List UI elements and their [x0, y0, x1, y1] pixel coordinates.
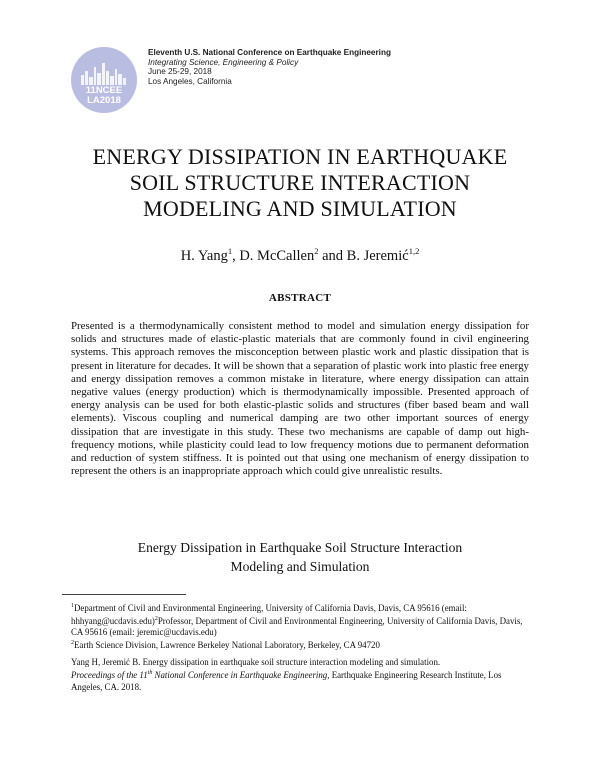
- footnote-text: Professor, Department of Civil and Environmental Engineering, University of California Davis, Davis, CA 95616 (email: jeremic@ucdavis.edu): [71, 616, 523, 638]
- abstract-heading: ABSTRACT: [268, 292, 332, 304]
- conference-dates: June 25-29, 2018: [148, 67, 212, 77]
- citation-ordinal: th: [147, 670, 153, 677]
- title-line: ENERGY DISSIPATION IN EARTHQUAKE: [92, 144, 508, 169]
- footnote-mark: 1: [71, 603, 74, 609]
- citation-line: Yang H, Jeremić B. Energy dissipation in earthquake soil structure interaction modeling and simulation.: [71, 657, 441, 667]
- citation-journal-rest: National Conference in Earthquake Engineering: [152, 670, 328, 681]
- author-name: D. McCallen: [239, 247, 315, 264]
- conference-info: [148, 48, 408, 86]
- paper-subtitle: [60, 538, 540, 576]
- footnote-3: [71, 638, 533, 651]
- conference-name: Eleventh U.S. National Conference on Earthquake Engineering: [148, 48, 391, 57]
- footnote-text: Earth Science Division, Lawrence Berkeley National Laboratory, Berkeley, CA 94720: [74, 640, 380, 651]
- author-name: B. Jeremić: [346, 247, 409, 264]
- author-name: H. Yang: [180, 247, 228, 264]
- footnote-mark: 2: [154, 616, 158, 623]
- logo-text-la: LA2018: [87, 95, 121, 106]
- author-list: [0, 246, 600, 265]
- footnote-1-2: [71, 601, 533, 638]
- subtitle-line: Energy Dissipation in Earthquake Soil Structure Interaction: [137, 540, 463, 555]
- citation-publisher: , Earthquake Engineering Research Institute, Los Angeles, CA. 2018.: [71, 670, 502, 692]
- footnotes: [71, 601, 533, 651]
- conference-logo: [71, 47, 137, 113]
- footnote-text: Department of Civil and Environmental Engineering, University of California Davis, Davis, CA 95616 (email: hhhyang@ucdavis.edu): [71, 602, 467, 627]
- author-separator: and: [318, 247, 347, 264]
- citation-journal: Proceedings of the 11: [71, 670, 148, 681]
- footnote-divider: [62, 594, 186, 595]
- author-affiliation-mark: 1,2: [408, 246, 420, 256]
- abstract-body: Presented is a thermodynamically consistent method to model and simulation energy dissipation for solids and structures made of elastic-plastic materials that are commonly found in civil engineering systems. This approach removes the misconception between plastic work and plastic dissipation that is present in literature for decades. It will be shown that a separation of plastic work into plastic free energy and energy dissipation removes a common mistake in literature, where energy dissipation can attain negative values (energy production) which is thermodynamically impossible. Presented approach of energy analysis can be used for both elastic-plastic solids and structures (fiber based beam and wall elements). Viscous coupling and numerical damping are two other important sources of energy dissipation that are investigate in this study. These two mechanisms are capable of damp out high-frequency motions, while plasticity could lead to low frequency motions due to permanent deformation and reduction of system stiffness. It is pointed out that using one mechanism of energy dissipation to represent the others is an inappropriate approach which could give unrealistic results.: [71, 320, 529, 478]
- citation-proceedings: [71, 668, 533, 693]
- author-affiliation-mark: 2: [314, 246, 319, 256]
- subtitle-line: Modeling and Simulation: [230, 559, 370, 574]
- author-separator: ,: [232, 247, 240, 264]
- paper-title: [40, 144, 560, 222]
- footnote-mark: 2: [71, 640, 74, 647]
- title-line: SOIL STRUCTURE INTERACTION: [129, 170, 471, 195]
- logo-text-ncee: 11NCEE: [85, 85, 123, 96]
- author-affiliation-mark: 1: [227, 246, 233, 256]
- conference-location: Los Angeles, California: [148, 76, 232, 86]
- title-line: MODELING AND SIMULATION: [143, 196, 457, 221]
- citation: [71, 657, 533, 693]
- conference-tagline: Integrating Science, Engineering & Policy: [148, 57, 299, 67]
